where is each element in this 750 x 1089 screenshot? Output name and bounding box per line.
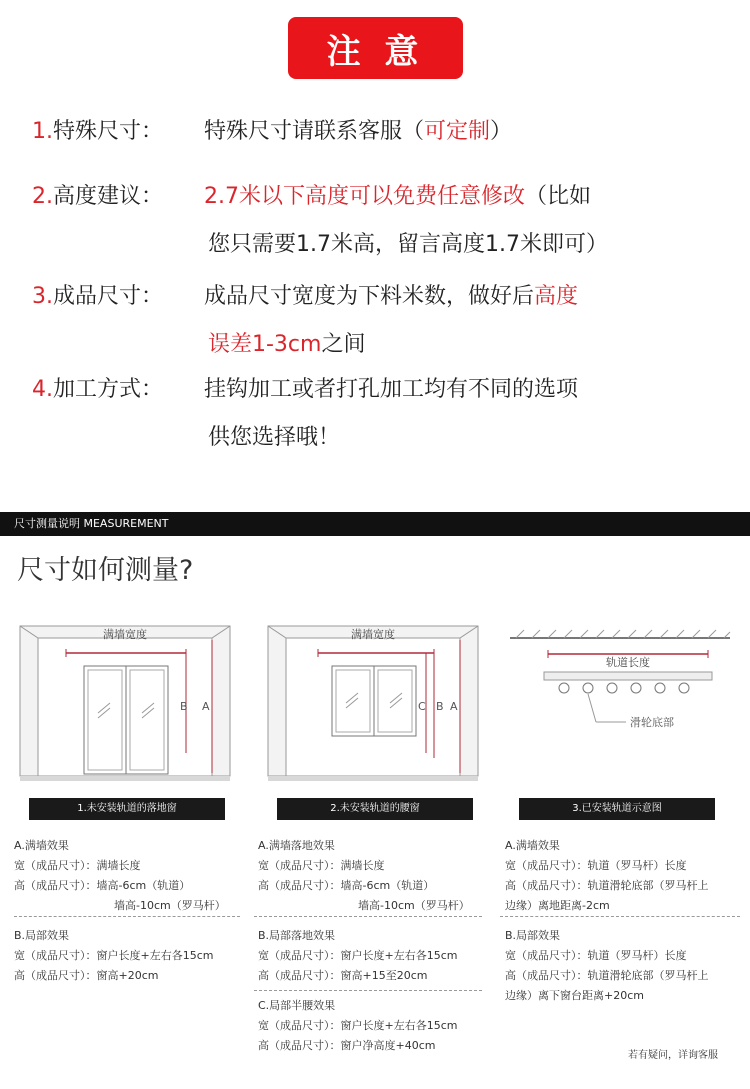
col2-a-line: 墙高-10cm（罗马杆） bbox=[358, 899, 470, 912]
footer-note: 若有疑问，详询客服 bbox=[628, 1050, 718, 1061]
notice-text: 特殊尺寸请联系客服（ bbox=[204, 119, 425, 144]
col2-c-line: 宽（成品尺寸）：窗户长度+左右各15cm bbox=[258, 1019, 458, 1032]
notice-line bbox=[32, 273, 578, 321]
col3-a-line: 边缘）离地距离-2cm bbox=[505, 899, 610, 912]
col1-a-title: A.满墙效果 bbox=[14, 839, 69, 852]
notice-badge: 注 意 bbox=[288, 17, 463, 79]
notice-label: 2.高度建议： bbox=[32, 184, 164, 209]
notice-number: 4. bbox=[32, 377, 53, 402]
notice-text: 您只需要1.7米高，留言高度1.7米即可） bbox=[208, 232, 608, 257]
col3-b-line: 边缘）离下窗台距离+20cm bbox=[505, 989, 644, 1002]
col2-a bbox=[258, 836, 493, 916]
notice-text: 挂钩加工或者打孔加工均有不同的选项 bbox=[204, 377, 579, 402]
diagram-installed-track bbox=[508, 618, 733, 783]
measurement-bar: 尺寸测量说明 MEASUREMENT bbox=[0, 512, 750, 536]
notice-line bbox=[32, 414, 578, 462]
col2-b-line: 高（成品尺寸）：窗高+15至20cm bbox=[258, 969, 428, 982]
notice-label: 3.成品尺寸： bbox=[32, 284, 164, 309]
dim-a: A bbox=[202, 700, 210, 713]
col3-a-line: 高（成品尺寸）：轨道滑轮底部（罗马杆上 bbox=[505, 879, 709, 892]
col3-a-line: 宽（成品尺寸）：轨道（罗马杆）长度 bbox=[505, 859, 687, 872]
diagram2-top-label: 满墙宽度 bbox=[351, 628, 395, 641]
measurement-heading: 尺寸如何测量? bbox=[17, 555, 194, 586]
notice-line bbox=[32, 366, 578, 414]
diagram3-caption: 3.已安装轨道示意图 bbox=[519, 798, 715, 820]
notice-item bbox=[32, 173, 608, 269]
col1-b-line: 宽（成品尺寸）：窗户长度+左右各15cm bbox=[14, 949, 214, 962]
notice-item bbox=[32, 108, 512, 156]
col3-a-title: A.满墙效果 bbox=[505, 839, 560, 852]
notice-highlight: 2.7米以下高度可以免费任意修改 bbox=[204, 184, 525, 209]
col2-c-line: 高（成品尺寸）：窗户净高度+40cm bbox=[258, 1039, 436, 1052]
col1-a-line: 高（成品尺寸）：墙高-6cm（轨道） bbox=[14, 879, 191, 892]
col1-a bbox=[14, 836, 244, 916]
col2-c-title: C.局部半腰效果 bbox=[258, 999, 336, 1012]
col2-a-line: 宽（成品尺寸）：满墙长度 bbox=[258, 859, 385, 872]
diagram3-top-label: 轨道长度 bbox=[606, 656, 650, 669]
col1-a-line: 宽（成品尺寸）：满墙长度 bbox=[14, 859, 141, 872]
col1-b bbox=[14, 926, 244, 986]
dim-c: C bbox=[418, 700, 426, 713]
col1-a-line: 墙高-10cm（罗马杆） bbox=[114, 899, 226, 912]
col2-b-line: 宽（成品尺寸）：窗户长度+左右各15cm bbox=[258, 949, 458, 962]
notice-text: ） bbox=[490, 119, 513, 144]
notice-number: 1. bbox=[32, 119, 53, 144]
notice-text: 成品尺寸宽度为下料米数，做好后 bbox=[204, 284, 535, 309]
notice-text: 供您选择哦！ bbox=[208, 425, 341, 450]
col2-b-title: B.局部落地效果 bbox=[258, 929, 336, 942]
col3-b bbox=[505, 926, 745, 1006]
pulley-label: 滑轮底部 bbox=[630, 716, 674, 729]
notice-highlight: 误差1-3cm bbox=[208, 332, 322, 357]
notice-line bbox=[32, 221, 608, 269]
notice-item bbox=[32, 366, 578, 462]
notice-item bbox=[32, 273, 578, 369]
diagram-waist-window bbox=[266, 618, 481, 783]
col3-b-line: 高（成品尺寸）：轨道滑轮底部（罗马杆上 bbox=[505, 969, 709, 982]
dim-b: B bbox=[436, 700, 444, 713]
col1-b-line: 高（成品尺寸）：窗高+20cm bbox=[14, 969, 159, 982]
col1-b-title: B.局部效果 bbox=[14, 929, 70, 942]
notice-label: 4.加工方式： bbox=[32, 377, 164, 402]
col3-a bbox=[505, 836, 745, 916]
notice-line bbox=[32, 173, 608, 221]
col2-a-line: 高（成品尺寸）：墙高-6cm（轨道） bbox=[258, 879, 435, 892]
col3-b-line: 宽（成品尺寸）：轨道（罗马杆）长度 bbox=[505, 949, 687, 962]
notice-label: 1.特殊尺寸： bbox=[32, 119, 164, 144]
col2-b bbox=[258, 926, 493, 986]
diagram2-caption: 2.未安装轨道的腰窗 bbox=[277, 798, 473, 820]
notice-text: 之间 bbox=[321, 332, 366, 357]
col2-c bbox=[258, 996, 493, 1056]
notice-number: 2. bbox=[32, 184, 53, 209]
notice-line bbox=[32, 321, 578, 369]
notice-line bbox=[32, 108, 512, 156]
notice-highlight: 高度 bbox=[534, 284, 579, 309]
diagram-floor-window bbox=[18, 618, 233, 783]
notice-number: 3. bbox=[32, 284, 53, 309]
dim-b: B bbox=[180, 700, 188, 713]
dim-a: A bbox=[450, 700, 458, 713]
col2-a-title: A.满墙落地效果 bbox=[258, 839, 335, 852]
col3-b-title: B.局部效果 bbox=[505, 929, 561, 942]
diagram1-caption: 1.未安装轨道的落地窗 bbox=[29, 798, 225, 820]
notice-highlight: 可定制 bbox=[424, 119, 491, 144]
diagram1-top-label: 满墙宽度 bbox=[103, 628, 147, 641]
notice-text: （比如 bbox=[525, 184, 592, 209]
